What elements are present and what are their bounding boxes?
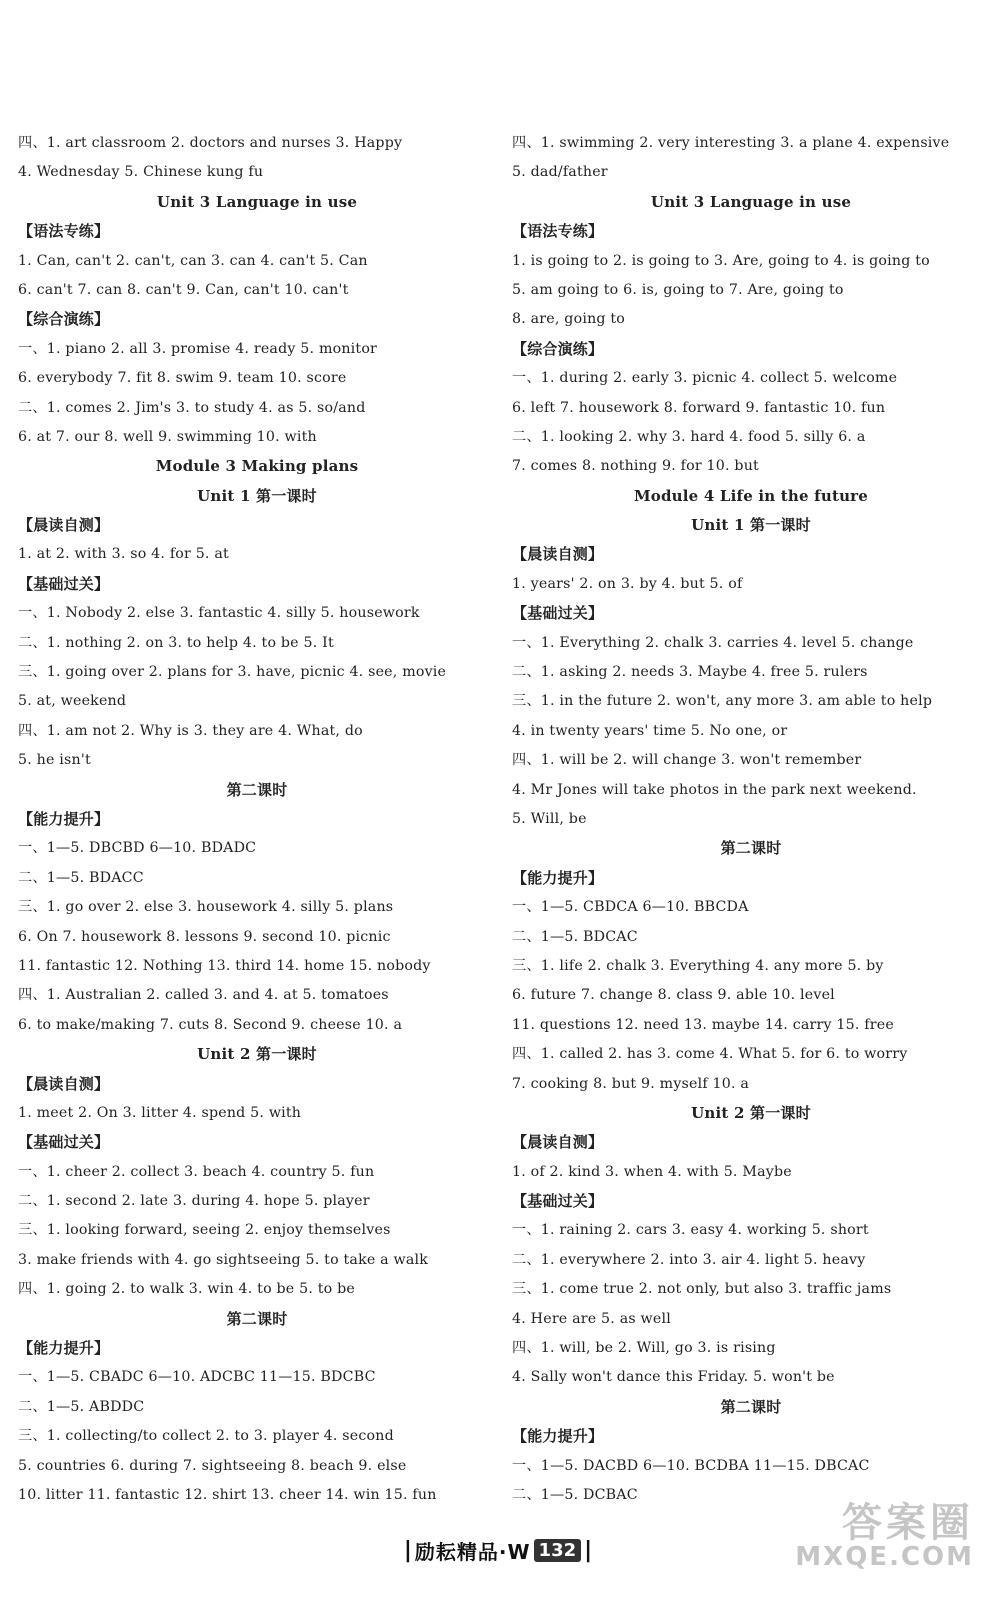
answer-line: 10. litter 11. fantastic 12. shirt 13. cheer 14. win 15. fun: [18, 1486, 437, 1503]
answer-line: 四、1. art classroom 2. doctors and nurses 3. Happy: [18, 135, 403, 151]
watermark-line-2: MXQE.COM: [795, 1542, 974, 1572]
answer-line: 三、1. life 2. chalk 3. Everything 4. any more 5. by: [512, 957, 884, 974]
answer-line: 一、1. piano 2. all 3. promise 4. ready 5. monitor: [18, 340, 378, 357]
section-heading: 【基础过关】: [18, 574, 110, 593]
answer-line: 4. Here are 5. as well: [512, 1310, 671, 1327]
answer-line: 1. is going to 2. is going to 3. Are, going to 4. is going to: [512, 252, 930, 269]
section-title: Unit 1 第一课时: [197, 486, 317, 505]
watermark: [795, 1502, 974, 1571]
page-number: 132: [534, 1539, 582, 1562]
answer-line: 6. everybody 7. fit 8. swim 9. team 10. score: [18, 370, 347, 387]
section-heading: 【语法专练】: [18, 222, 110, 241]
answer-line: 三、1. go over 2. else 3. housework 4. silly 5. plans: [18, 899, 394, 916]
left-answer-column: [18, 129, 496, 1510]
answer-line: 三、1. looking forward, seeing 2. enjoy themselves: [18, 1222, 391, 1239]
answer-line: 5. at, weekend: [18, 693, 127, 710]
section-heading: 【晨读自测】: [512, 1133, 604, 1152]
answer-line: 四、1. Australian 2. called 3. and 4. at 5. tomatoes: [18, 987, 389, 1004]
section-heading: 【晨读自测】: [18, 516, 110, 535]
answer-line: 5. Will, be: [512, 810, 587, 827]
section-heading: 【能力提升】: [512, 1427, 604, 1446]
answer-line: 6. On 7. housework 8. lessons 9. second 10. picnic: [18, 928, 391, 945]
answer-line: 一、1—5. DACBD 6—10. BCDBA 11—15. DBCAC: [512, 1457, 870, 1474]
answer-line: 1. years' 2. on 3. by 4. but 5. of: [512, 575, 743, 592]
section-heading: 【能力提升】: [18, 809, 110, 828]
answer-line: 1. at 2. with 3. so 4. for 5. at: [18, 546, 229, 563]
answer-line: 1. Can, can't 2. can't, can 3. can 4. can't 5. Can: [18, 252, 368, 269]
answer-line: 二、1. second 2. late 3. during 4. hope 5. player: [18, 1193, 370, 1210]
section-heading: 【基础过关】: [512, 604, 604, 623]
section-heading: 【能力提升】: [18, 1339, 110, 1358]
answer-line: 5. he isn't: [18, 752, 91, 769]
answer-line: 11. questions 12. need 13. maybe 14. carry 15. free: [512, 1016, 894, 1033]
watermark-line-1: 答案圈: [842, 1500, 974, 1546]
answer-line: 1. meet 2. On 3. litter 4. spend 5. with: [18, 1104, 302, 1121]
answer-line: 二、1. nothing 2. on 3. to help 4. to be 5. It: [18, 634, 334, 651]
answer-line: 三、1. going over 2. plans for 3. have, picnic 4. see, movie: [18, 664, 447, 681]
footer-bar-right: |: [584, 1537, 593, 1563]
section-title: Unit 3 Language in use: [156, 192, 358, 211]
section-title: 第二课时: [226, 1309, 288, 1328]
section-title: Module 4 Life in the future: [633, 486, 869, 505]
answer-line: 11. fantastic 12. Nothing 13. third 14. home 15. nobody: [18, 957, 431, 974]
section-heading: 【综合演练】: [512, 339, 604, 358]
answer-line: 二、1—5. DCBAC: [512, 1486, 638, 1503]
section-heading: 【基础过关】: [18, 1133, 110, 1152]
answer-line: 一、1. cheer 2. collect 3. beach 4. country 5. fun: [18, 1163, 375, 1180]
answer-line: 四、1. swimming 2. very interesting 3. a plane 4. expensive: [512, 135, 950, 151]
answer-line: 四、1. will be 2. will change 3. won't remember: [512, 752, 862, 769]
answer-line: 三、1. collecting/to collect 2. to 3. player 4. second: [18, 1428, 394, 1445]
answer-line: 5. countries 6. during 7. sightseeing 8. beach 9. else: [18, 1457, 407, 1474]
answer-line: 7. cooking 8. but 9. myself 10. a: [512, 1075, 750, 1092]
answer-line: 四、1. called 2. has 3. come 4. What 5. for 6. to worry: [512, 1046, 908, 1063]
answer-line: 一、1—5. CBADC 6—10. ADCBC 11—15. BDCBC: [18, 1369, 376, 1386]
section-title: Unit 2 第一课时: [691, 1103, 811, 1122]
answer-line: 一、1. during 2. early 3. picnic 4. collect 5. welcome: [512, 370, 898, 387]
answer-line: 6. left 7. housework 8. forward 9. fantastic 10. fun: [512, 399, 886, 416]
answer-line: 3. make friends with 4. go sightseeing 5. to take a walk: [18, 1251, 429, 1268]
answer-line: 6. at 7. our 8. well 9. swimming 10. with: [18, 428, 317, 445]
section-title: 第二课时: [720, 839, 782, 858]
answer-line: 二、1—5. BDCAC: [512, 928, 638, 945]
right-answer-column: [512, 129, 990, 1510]
section-title: Unit 2 第一课时: [197, 1045, 317, 1064]
answer-line: 一、1—5. DBCBD 6—10. BDADC: [18, 840, 257, 857]
answer-line: 二、1. everywhere 2. into 3. air 4. light 5. heavy: [512, 1251, 866, 1268]
answer-line: 6. can't 7. can 8. can't 9. Can, can't 10. can't: [18, 281, 349, 298]
footer-brand: 励耘精品·W: [414, 1539, 531, 1564]
answer-line: 三、1. in the future 2. won't, any more 3. am able to help: [512, 693, 933, 710]
answer-line: 一、1. raining 2. cars 3. easy 4. working 5. short: [512, 1222, 869, 1239]
section-heading: 【能力提升】: [512, 868, 604, 887]
section-heading: 【晨读自测】: [18, 1074, 110, 1093]
answer-line: 一、1. Everything 2. chalk 3. carries 4. level 5. change: [512, 634, 914, 651]
answer-line: 四、1. am not 2. Why is 3. they are 4. What, do: [18, 722, 363, 739]
answer-line: 4. in twenty years' time 5. No one, or: [512, 722, 788, 739]
answer-line: 二、1. looking 2. why 3. hard 4. food 5. silly 6. a: [512, 428, 866, 445]
section-title: Unit 1 第一课时: [691, 516, 811, 535]
answer-line: 四、1. going 2. to walk 3. win 4. to be 5. to be: [18, 1281, 355, 1298]
answer-line: 5. dad/father: [512, 164, 608, 181]
answer-line: 二、1. comes 2. Jim's 3. to study 4. as 5. so/and: [18, 399, 366, 416]
answer-line: 6. to make/making 7. cuts 8. Second 9. cheese 10. a: [18, 1016, 403, 1033]
section-heading: 【语法专练】: [512, 222, 604, 241]
answer-line: 一、1—5. CBDCA 6—10. BBCDA: [512, 899, 749, 916]
answer-line: 7. comes 8. nothing 9. for 10. but: [512, 458, 759, 475]
section-heading: 【基础过关】: [512, 1192, 604, 1211]
answer-line: 二、1—5. ABDDC: [18, 1398, 145, 1415]
answer-line: 8. are, going to: [512, 311, 626, 328]
section-title: Unit 3 Language in use: [650, 192, 852, 211]
section-title: 第二课时: [226, 780, 288, 799]
section-heading: 【晨读自测】: [512, 545, 604, 564]
answer-line: 6. future 7. change 8. class 9. able 10. level: [512, 987, 835, 1004]
section-title: 第二课时: [720, 1397, 782, 1416]
answer-line: 4. Mr Jones will take photos in the park next weekend.: [512, 781, 917, 798]
answer-line: 二、1. asking 2. needs 3. Maybe 4. free 5. rulers: [512, 664, 868, 681]
answer-line: 二、1—5. BDACC: [18, 869, 144, 886]
answer-line: 5. am going to 6. is, going to 7. Are, going to: [512, 281, 844, 298]
answer-line: 4. Sally won't dance this Friday. 5. won't be: [512, 1369, 835, 1386]
section-heading: 【综合演练】: [18, 310, 110, 329]
answer-line: 4. Wednesday 5. Chinese kung fu: [18, 164, 264, 181]
answer-line: 1. of 2. kind 3. when 4. with 5. Maybe: [512, 1163, 792, 1180]
answer-line: 三、1. come true 2. not only, but also 3. traffic jams: [512, 1281, 892, 1298]
answer-line: 四、1. will, be 2. Will, go 3. is rising: [512, 1340, 776, 1357]
section-title: Module 3 Making plans: [155, 457, 359, 476]
answer-line: 一、1. Nobody 2. else 3. fantastic 4. silly 5. housework: [18, 605, 420, 622]
footer-bar-left: |: [403, 1537, 412, 1563]
